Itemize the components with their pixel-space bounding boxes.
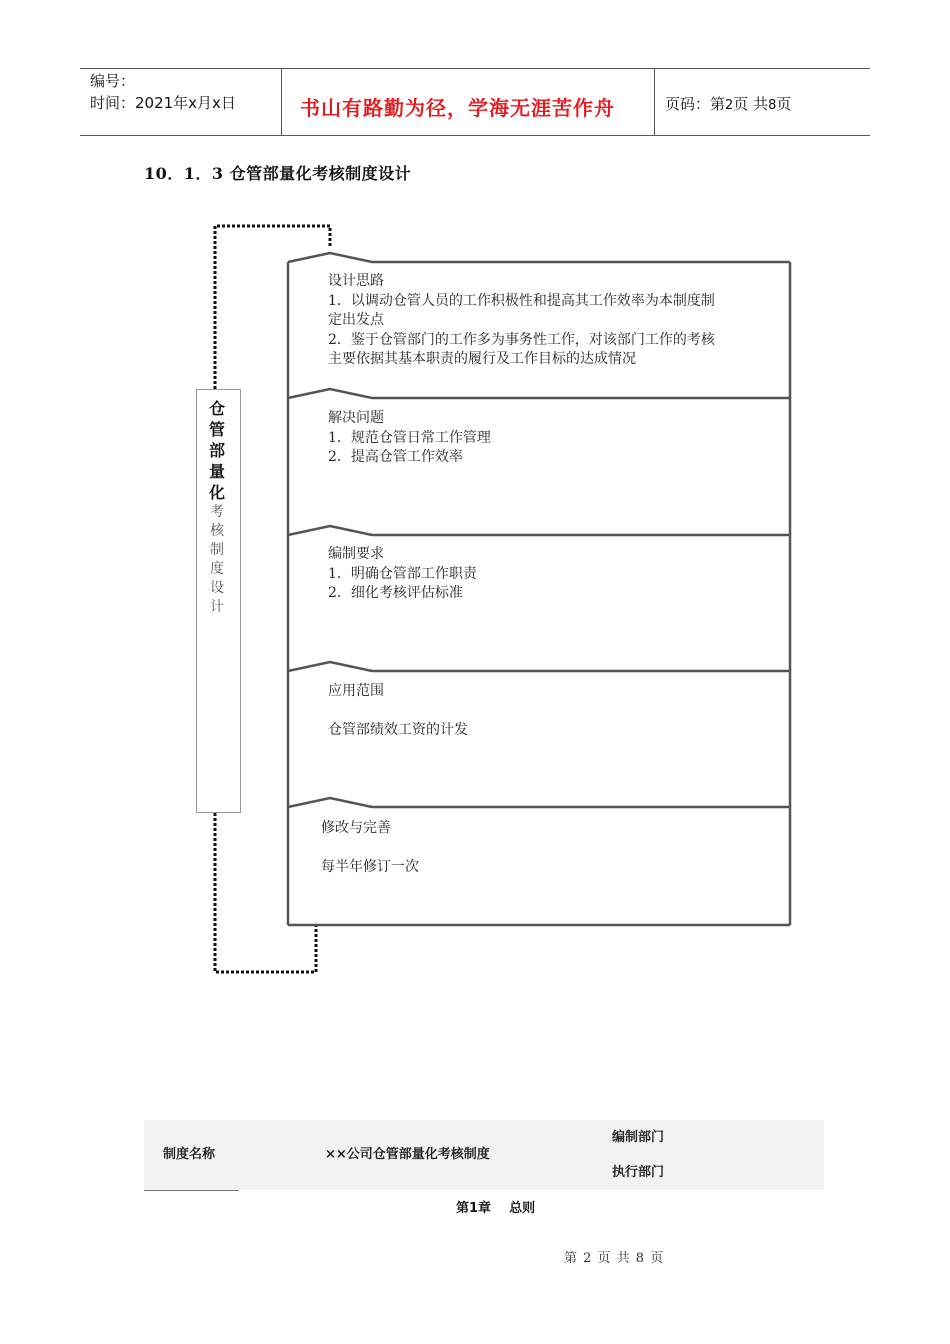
page-code-current: 2	[725, 98, 734, 113]
panel-divider-4	[288, 798, 790, 807]
panel-line: 1．规范仓管日常工作管理	[328, 429, 491, 446]
vertical-label-char: 管	[208, 420, 225, 439]
panel-line	[328, 702, 783, 722]
dept-compile-label: 编制部门	[612, 1130, 665, 1145]
dept-execute-label: 执行部门	[612, 1165, 665, 1180]
panel-compile-requirements	[328, 545, 783, 604]
motto: 书山有路勤为径，学海无涯苦作舟	[300, 96, 615, 120]
section-title: 10．1．3 仓管部量化考核制度设计	[144, 164, 412, 183]
vertical-label-char: 制	[210, 542, 224, 558]
panel-problems-solved	[328, 409, 783, 468]
vertical-label-char: 核	[210, 523, 224, 539]
panel-divider-1	[288, 389, 790, 398]
page-code-prefix: 页码：第	[665, 95, 726, 113]
panel-divider-2	[288, 526, 790, 535]
page-footer: 第 2 页 共 8 页	[564, 1251, 665, 1266]
panel-heading: 解决问题	[328, 410, 384, 426]
panel-heading: 编制要求	[328, 546, 384, 562]
panel-line: 2．提高仓管工作效率	[328, 449, 463, 465]
vertical-label-char: 计	[210, 599, 224, 615]
regulation-name-label: 制度名称	[163, 1147, 216, 1162]
panel-revision	[321, 819, 776, 878]
bracket-bottom	[215, 813, 316, 972]
table-underline	[144, 1190, 239, 1191]
panel-line: 主要依据其基本职责的履行及工作目标的达成情况	[328, 351, 636, 367]
panel-heading: 修改与完善	[321, 820, 391, 836]
panel-line: 每半年修订一次	[321, 859, 419, 875]
panel-heading: 应用范围	[328, 683, 384, 699]
panel-design-idea	[328, 272, 783, 370]
vertical-label-char: 量	[208, 462, 225, 481]
vertical-label-char: 设	[210, 580, 224, 596]
panel-line: 2．鉴于仓管部门的工作多为事务性工作，对该部门工作的考核	[328, 331, 715, 348]
vertical-label-char: 仓	[208, 399, 225, 418]
panel-line: 定出发点	[328, 312, 384, 328]
panel-frame-top	[288, 253, 790, 262]
panel-line: 仓管部绩效工资的计发	[328, 722, 468, 738]
panel-line: 2．细化考核评估标准	[328, 585, 463, 601]
vertical-label-char: 部	[208, 441, 225, 460]
page-code-middle: 页 共	[733, 95, 769, 113]
vertical-label-char: 化	[208, 483, 225, 502]
panel-heading: 设计思路	[328, 273, 384, 289]
vertical-label-char: 考	[210, 504, 224, 520]
page-code-total: 8	[768, 98, 777, 113]
time-label: 时间：2021年x月x日	[90, 94, 236, 112]
page-code-suffix: 页	[776, 95, 792, 113]
vertical-label	[207, 398, 227, 617]
panel-line	[321, 839, 776, 859]
chapter-title: 第1章 总则	[456, 1201, 536, 1216]
panel-divider-3	[288, 662, 790, 671]
panel-application-scope	[328, 682, 783, 741]
vertical-label-char: 度	[210, 561, 224, 577]
bracket-top	[215, 226, 330, 390]
panel-line: 1．明确仓管部工作职责	[328, 565, 477, 582]
panel-line: 1．以调动仓管人员的工作积极性和提高其工作效率为本制度制	[328, 292, 715, 309]
regulation-name-value: ××公司仓管部量化考核制度	[325, 1147, 490, 1162]
number-label: 编号：	[90, 72, 136, 90]
